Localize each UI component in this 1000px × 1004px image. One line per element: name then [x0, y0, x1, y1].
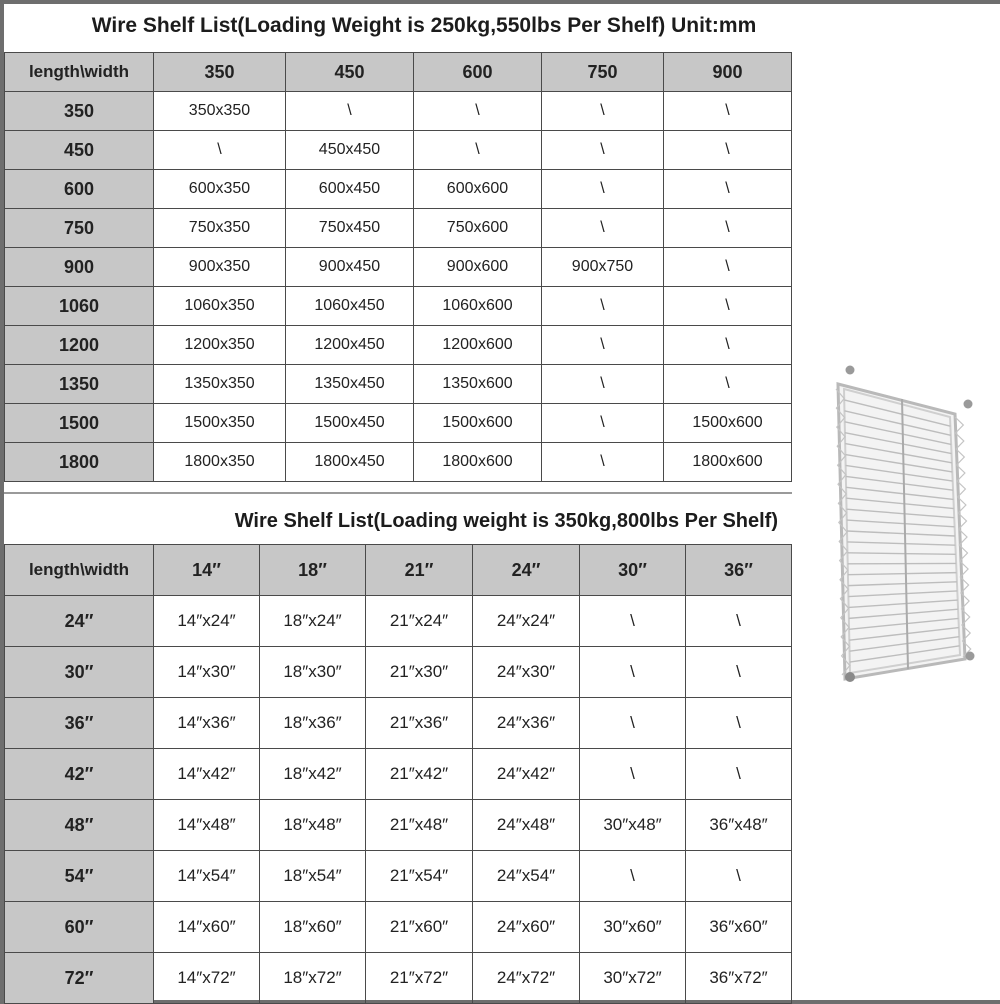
table1-width-header: 600 — [414, 53, 542, 92]
table1-size-cell: 1060x450 — [286, 287, 414, 326]
table1-size-cell: \ — [664, 248, 792, 287]
table1-size-cell: 1200x600 — [414, 326, 542, 365]
table2-row — [5, 800, 792, 851]
table1-size-cell: \ — [664, 365, 792, 404]
table1-size-cell: \ — [542, 209, 664, 248]
table1-size-cell: \ — [664, 92, 792, 131]
table1-row — [5, 404, 792, 443]
table1-size-cell: \ — [414, 131, 542, 170]
table2-title-wrap — [4, 502, 790, 540]
table1-size-cell: 1060x600 — [414, 287, 542, 326]
table2-size-cell: 14″x42″ — [154, 749, 260, 800]
table1-size-cell: \ — [664, 209, 792, 248]
table1-size-cell: 750x450 — [286, 209, 414, 248]
table1-size-cell: \ — [414, 92, 542, 131]
table2-width-header: 30″ — [580, 545, 686, 596]
table1-size-cell: \ — [542, 443, 664, 482]
table1-size-cell: 1500x350 — [154, 404, 286, 443]
table2 — [4, 544, 792, 1004]
table2-title: Wire Shelf List(Loading weight is 350kg,800lbs Per Shelf) — [235, 502, 778, 540]
table1-size-cell: 1350x600 — [414, 365, 542, 404]
table2-size-cell: 30″x60″ — [580, 902, 686, 953]
table2-size-cell: \ — [580, 698, 686, 749]
table2-length-header: 54″ — [5, 851, 154, 902]
table2-size-cell: 21″x60″ — [366, 902, 473, 953]
table2-width-header: 24″ — [473, 545, 580, 596]
table1-size-cell: \ — [154, 131, 286, 170]
table1-size-cell: \ — [664, 326, 792, 365]
table2-size-cell: \ — [686, 596, 792, 647]
table1-length-header: 1200 — [5, 326, 154, 365]
table2-size-cell: 21″x42″ — [366, 749, 473, 800]
table1-size-cell: \ — [542, 170, 664, 209]
table1-row — [5, 209, 792, 248]
table2-size-cell: 36″x72″ — [686, 953, 792, 1004]
table1-size-cell: \ — [542, 287, 664, 326]
table2-size-cell: 24″x72″ — [473, 953, 580, 1004]
table2-row — [5, 902, 792, 953]
table2-corner-header: length\width — [5, 545, 154, 596]
table2-size-cell: \ — [580, 647, 686, 698]
table1-size-cell: 1500x450 — [286, 404, 414, 443]
table2-size-cell: 14″x24″ — [154, 596, 260, 647]
table1-size-cell: 1500x600 — [664, 404, 792, 443]
table1-row — [5, 92, 792, 131]
table1-size-cell: \ — [664, 287, 792, 326]
table2-size-cell: 18″x54″ — [260, 851, 366, 902]
table2-size-cell: 21″x72″ — [366, 953, 473, 1004]
table1 — [4, 52, 792, 482]
table2-size-cell: 36″x48″ — [686, 800, 792, 851]
table2-row — [5, 851, 792, 902]
sheet — [4, 4, 1000, 1000]
table2-row — [5, 698, 792, 749]
table2-row — [5, 647, 792, 698]
table2-size-cell: 30″x72″ — [580, 953, 686, 1004]
table2-size-cell: 36″x60″ — [686, 902, 792, 953]
table2-size-cell: 14″x72″ — [154, 953, 260, 1004]
table1-header-row — [5, 53, 792, 92]
table1-size-cell: \ — [542, 131, 664, 170]
table1-size-cell: 1350x450 — [286, 365, 414, 404]
table1-width-header: 450 — [286, 53, 414, 92]
table2-size-cell: \ — [686, 851, 792, 902]
table1-row — [5, 287, 792, 326]
table1-width-header: 350 — [154, 53, 286, 92]
table1-length-header: 1350 — [5, 365, 154, 404]
table2-size-cell: 14″x60″ — [154, 902, 260, 953]
table1-length-header: 450 — [5, 131, 154, 170]
table1-row — [5, 443, 792, 482]
table2-size-cell: 18″x24″ — [260, 596, 366, 647]
table2-size-cell: 18″x60″ — [260, 902, 366, 953]
table1-row — [5, 170, 792, 209]
table1-size-cell: 1800x600 — [414, 443, 542, 482]
table2-size-cell: 14″x54″ — [154, 851, 260, 902]
table1-length-header: 350 — [5, 92, 154, 131]
table1-size-cell: \ — [542, 404, 664, 443]
table1-row — [5, 131, 792, 170]
table1-size-cell: 900x350 — [154, 248, 286, 287]
table2-size-cell: 24″x30″ — [473, 647, 580, 698]
table2-size-cell: 24″x60″ — [473, 902, 580, 953]
table1-size-cell: 350x350 — [154, 92, 286, 131]
table2-size-cell: 24″x48″ — [473, 800, 580, 851]
table2-size-cell: 21″x48″ — [366, 800, 473, 851]
table1-size-cell: 900x450 — [286, 248, 414, 287]
wire-shelf-icon — [836, 366, 975, 683]
table1-size-cell: 900x600 — [414, 248, 542, 287]
table2-length-header: 60″ — [5, 902, 154, 953]
table1-length-header: 1060 — [5, 287, 154, 326]
table2-size-cell: 24″x54″ — [473, 851, 580, 902]
table2-size-cell: \ — [686, 647, 792, 698]
table2-size-cell: 18″x72″ — [260, 953, 366, 1004]
table1-size-cell: \ — [286, 92, 414, 131]
table2-length-header: 36″ — [5, 698, 154, 749]
table2-size-cell: 18″x30″ — [260, 647, 366, 698]
table1-title: Wire Shelf List(Loading Weight is 250kg,550lbs Per Shelf) Unit:mm — [4, 8, 844, 44]
table2-size-cell: 14″x48″ — [154, 800, 260, 851]
table2-size-cell: 18″x42″ — [260, 749, 366, 800]
table1-size-cell: \ — [542, 365, 664, 404]
table1-size-cell: \ — [664, 170, 792, 209]
table2-size-cell: 21″x24″ — [366, 596, 473, 647]
table2-row — [5, 596, 792, 647]
table2-size-cell: 21″x36″ — [366, 698, 473, 749]
table1-size-cell: \ — [542, 92, 664, 131]
table1-length-header: 900 — [5, 248, 154, 287]
table1-size-cell: 750x600 — [414, 209, 542, 248]
table1-size-cell: 1200x350 — [154, 326, 286, 365]
table2-size-cell: 21″x30″ — [366, 647, 473, 698]
table1-row — [5, 326, 792, 365]
table2-size-cell: 18″x36″ — [260, 698, 366, 749]
table2-length-header: 30″ — [5, 647, 154, 698]
table2-width-header: 18″ — [260, 545, 366, 596]
table2-size-cell: \ — [686, 749, 792, 800]
table1-size-cell: 1800x350 — [154, 443, 286, 482]
table1-size-cell: 1500x600 — [414, 404, 542, 443]
table2-length-header: 24″ — [5, 596, 154, 647]
table1-length-header: 1500 — [5, 404, 154, 443]
table2-size-cell: 24″x42″ — [473, 749, 580, 800]
table2-size-cell: 14″x30″ — [154, 647, 260, 698]
table2-size-cell: 14″x36″ — [154, 698, 260, 749]
table2-length-header: 72″ — [5, 953, 154, 1004]
table1-size-cell: \ — [542, 326, 664, 365]
table2-size-cell: \ — [580, 851, 686, 902]
table1-width-header: 900 — [664, 53, 792, 92]
table2-length-header: 42″ — [5, 749, 154, 800]
table2-row — [5, 749, 792, 800]
table1-size-cell: 600x350 — [154, 170, 286, 209]
table2-size-cell: 21″x54″ — [366, 851, 473, 902]
table2-row — [5, 953, 792, 1004]
table2-size-cell: \ — [580, 596, 686, 647]
table1-size-cell: 1060x350 — [154, 287, 286, 326]
table1-length-header: 600 — [5, 170, 154, 209]
table2-size-cell: \ — [580, 749, 686, 800]
table2-size-cell: \ — [686, 698, 792, 749]
table1-size-cell: 1800x450 — [286, 443, 414, 482]
table2-width-header: 36″ — [686, 545, 792, 596]
table1-size-cell: 450x450 — [286, 131, 414, 170]
table1-size-cell: 600x450 — [286, 170, 414, 209]
table1-length-header: 750 — [5, 209, 154, 248]
table1-size-cell: 1350x350 — [154, 365, 286, 404]
table1-size-cell: 900x750 — [542, 248, 664, 287]
table1-corner-header: length\width — [5, 53, 154, 92]
table2-length-header: 48″ — [5, 800, 154, 851]
table1-row — [5, 365, 792, 404]
table1-width-header: 750 — [542, 53, 664, 92]
table2-header-row — [5, 545, 792, 596]
table1-size-cell: 1200x450 — [286, 326, 414, 365]
table1-size-cell: \ — [664, 131, 792, 170]
table1-size-cell: 1800x600 — [664, 443, 792, 482]
table2-size-cell: 24″x24″ — [473, 596, 580, 647]
table1-size-cell: 600x600 — [414, 170, 542, 209]
wire-shelf-image — [830, 359, 980, 694]
table1-size-cell: 750x350 — [154, 209, 286, 248]
table1-length-header: 1800 — [5, 443, 154, 482]
table-divider — [4, 492, 792, 494]
table2-size-cell: 18″x48″ — [260, 800, 366, 851]
table2-width-header: 14″ — [154, 545, 260, 596]
table2-width-header: 21″ — [366, 545, 473, 596]
table1-row — [5, 248, 792, 287]
table2-size-cell: 24″x36″ — [473, 698, 580, 749]
table2-size-cell: 30″x48″ — [580, 800, 686, 851]
